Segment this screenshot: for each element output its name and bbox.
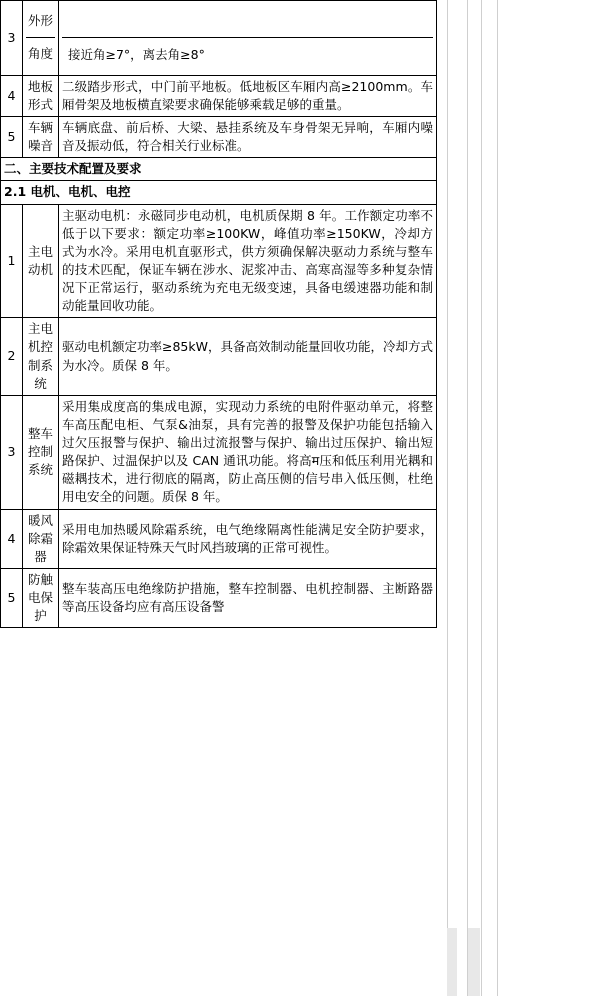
- row-description: 主驱动电机：永磁同步电动机，电机质保期 8 年。工作额定功率不低于以下要求：额定功率≥100KW，峰值功率≥150KW，冷却方式为水冷。采用电机直驱形式，供方须确保解决驱动力系统与整车的技术匹配，保证车辆在涉水、泥浆冲击、高寒高湿等多种复杂情况下正常运行，驱动系统为充电无级变速，具备电缓速器功能和制动能量回收功能。: [59, 204, 437, 318]
- scan-edge-rule: [481, 0, 482, 996]
- row-index: 5: [1, 568, 23, 627]
- row-description: 车辆底盘、前后桥、大梁、悬挂系统及车身骨架无异响，车厢内噪音及振动低，符合相关行业标准。: [59, 117, 437, 158]
- table-row: [1, 568, 437, 627]
- scan-edge-rule: [447, 0, 448, 996]
- row-description: 采用集成度高的集成电源，实现动力系统的电附件驱动单元，将整车高压配电柜、气泵&油泵，具有完善的报警及保护功能包括输入过欠压报警与保护、输出过流报警与保护、输出过压保护、输出短路保护、过温保护以及 CAN 通讯功能。将高म压和低压利用光耦和磁耦技术，进行彻底的隔离，防止高压侧的信号串入低压侧，杜绝用电安全的问题。质保 8 年。: [59, 395, 437, 509]
- row-description-bottom: 接近角≥7°，离去角≥8°: [68, 47, 205, 62]
- row-name: 主电机控制系统: [23, 318, 59, 396]
- row-index: 4: [1, 75, 23, 116]
- section-row: [1, 181, 437, 204]
- row-description: 采用电加热暖风除霜系统，电气绝缘隔离性能满足安全防护要求，除霜效果保证特殊天气时风挡玻璃的正常可视性。: [59, 509, 437, 568]
- row-index: 2: [1, 318, 23, 396]
- row-description: 驱动电机额定功率≥85kW，具备高效制动能量回收功能，冷却方式为水冷。质保 8 年。: [59, 318, 437, 396]
- scan-artifact: [447, 928, 457, 996]
- row-description: 二级踏步形式，中门前平地板。低地板区车厢内高≥2100mm。车厢骨架及地板横直梁要求确保能够乘载足够的重量。: [59, 75, 437, 116]
- row-name: 防触电保护: [23, 568, 59, 627]
- table-row: [1, 75, 437, 116]
- row-name: [23, 1, 59, 76]
- row-index: 5: [1, 117, 23, 158]
- row-index: 1: [1, 204, 23, 318]
- row-name-top: 外形: [26, 5, 55, 38]
- row-index: 4: [1, 509, 23, 568]
- table-row: [1, 117, 437, 158]
- row-description-top: [62, 3, 433, 38]
- section-row: [1, 158, 437, 181]
- row-description: 整车装高压电绝缘防护措施，整车控制器、电机控制器、主断路器等高压设备均应有高压设备警: [59, 568, 437, 627]
- row-name: 主电动机: [23, 204, 59, 318]
- table-row: [1, 395, 437, 509]
- row-description: [59, 1, 437, 76]
- row-index: 3: [1, 1, 23, 76]
- row-name: 车辆噪音: [23, 117, 59, 158]
- section-heading-two: 二、主要技术配置及要求: [1, 158, 437, 181]
- scan-artifact: [468, 928, 480, 996]
- specification-table: [0, 0, 437, 628]
- section-heading-2-1: 2.1 电机、电机、电控: [1, 181, 437, 204]
- row-name-bottom: 角度: [27, 46, 53, 62]
- scan-edge-rule: [497, 0, 498, 996]
- row-name: 暖风除霜器: [23, 509, 59, 568]
- scan-edge-rule: [467, 0, 468, 996]
- table-row: [1, 318, 437, 396]
- row-name: 整车控制系统: [23, 395, 59, 509]
- row-index: 3: [1, 395, 23, 509]
- table-row: [1, 204, 437, 318]
- row-name: 地板形式: [23, 75, 59, 116]
- table-row: [1, 509, 437, 568]
- table-row: [1, 1, 437, 76]
